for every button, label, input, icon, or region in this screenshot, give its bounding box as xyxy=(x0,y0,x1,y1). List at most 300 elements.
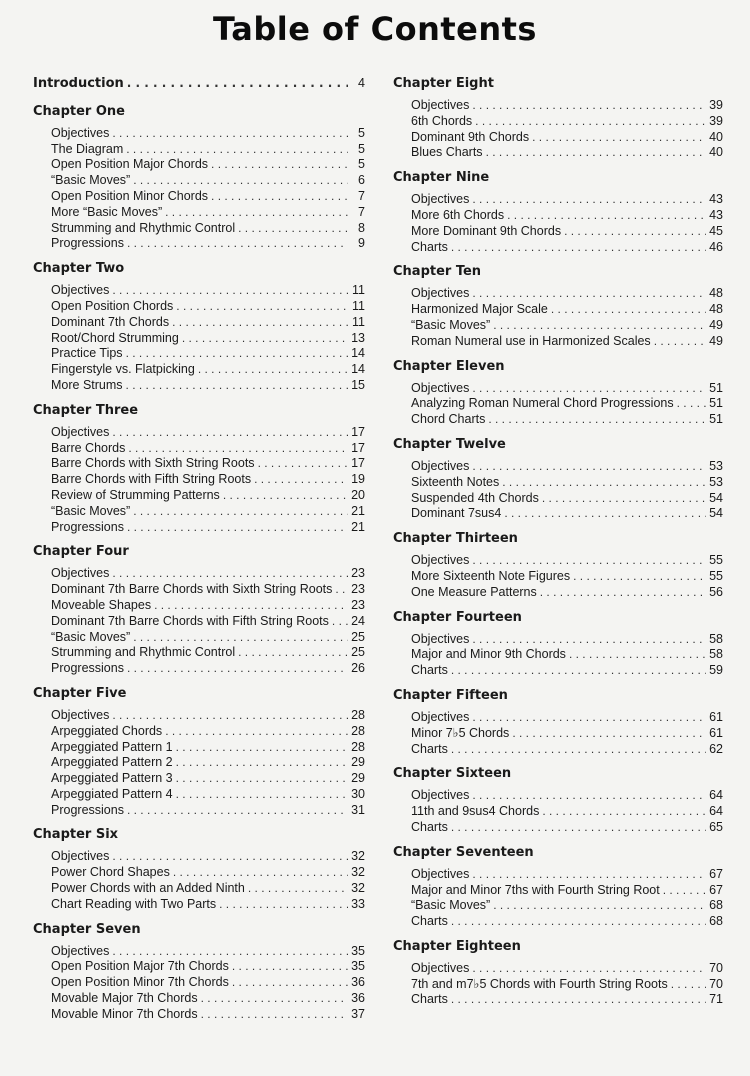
toc-entry[interactable] xyxy=(51,504,365,520)
entry-page: 4 xyxy=(358,76,365,90)
toc-entry[interactable] xyxy=(51,173,365,189)
entry-title: Arpeggiated Pattern 1 xyxy=(51,739,173,754)
dot-leader xyxy=(332,614,348,630)
toc-entry[interactable] xyxy=(411,820,723,836)
toc-entry[interactable] xyxy=(411,412,723,428)
toc-entry[interactable] xyxy=(411,867,723,883)
dot-leader xyxy=(335,582,348,598)
entry-page: 64 xyxy=(709,804,723,819)
toc-entry[interactable] xyxy=(411,898,723,914)
entry-title: Blues Charts xyxy=(411,145,483,160)
entry-page: 32 xyxy=(351,849,365,864)
dot-leader xyxy=(219,897,348,913)
entry-page: 68 xyxy=(709,914,723,929)
toc-column-right xyxy=(393,76,723,1008)
toc-entry[interactable] xyxy=(51,598,365,614)
dot-leader xyxy=(472,553,706,569)
dot-leader xyxy=(127,803,348,819)
dot-leader xyxy=(112,708,348,724)
entry-title: Barre Chords xyxy=(51,440,126,455)
entry-page: 7 xyxy=(358,188,365,203)
toc-entry[interactable] xyxy=(51,189,365,205)
toc-entry[interactable] xyxy=(411,632,723,648)
entry-page: 21 xyxy=(351,519,365,534)
chapter-heading[interactable]: Chapter Ten xyxy=(393,264,482,280)
dot-leader xyxy=(472,381,706,397)
toc-entry[interactable] xyxy=(411,742,723,758)
dot-leader xyxy=(126,378,348,394)
entry-page: 8 xyxy=(358,220,365,235)
toc-entry[interactable] xyxy=(411,459,723,475)
toc-entry[interactable] xyxy=(411,302,723,318)
entry-title: One Measure Patterns xyxy=(411,584,537,599)
dot-leader xyxy=(486,145,706,161)
toc-entry[interactable] xyxy=(51,755,365,771)
toc-entry[interactable] xyxy=(51,959,365,975)
dot-leader xyxy=(475,114,706,130)
dot-leader xyxy=(532,130,706,146)
toc-entry[interactable] xyxy=(411,240,723,256)
toc-entry[interactable] xyxy=(51,740,365,756)
chapter-section xyxy=(33,686,365,819)
chapter-section xyxy=(393,359,723,428)
toc-entry[interactable] xyxy=(411,286,723,302)
dot-leader xyxy=(493,318,706,334)
entry-title: More “Basic Moves” xyxy=(51,204,163,219)
entry-title: Dominant 7sus4 xyxy=(411,506,502,521)
toc-entry[interactable] xyxy=(51,944,365,960)
entry-page: 25 xyxy=(351,629,365,644)
toc-entry[interactable] xyxy=(411,553,723,569)
entry-page: 49 xyxy=(709,333,723,348)
toc-entry[interactable] xyxy=(51,126,365,142)
entry-title: More Strums xyxy=(51,377,123,392)
chapter-heading[interactable]: Chapter Twelve xyxy=(393,436,506,452)
toc-entry[interactable] xyxy=(51,472,365,488)
toc-entry[interactable] xyxy=(411,318,723,334)
dot-leader xyxy=(176,740,348,756)
entry-title: Analyzing Roman Numeral Chord Progressions xyxy=(411,396,674,411)
entry-page: 46 xyxy=(709,239,723,254)
toc-entry[interactable] xyxy=(411,977,723,993)
entry-page: 23 xyxy=(351,582,365,597)
entry-page: 14 xyxy=(351,362,365,377)
entry-title: Objectives xyxy=(411,631,470,646)
entry-title: Objectives xyxy=(51,849,110,864)
dot-leader xyxy=(472,192,706,208)
dot-leader xyxy=(472,286,706,302)
entry-title: Objectives xyxy=(411,98,470,112)
entry-title: Suspended 4th Chords xyxy=(411,490,539,505)
entry-page: 26 xyxy=(351,661,365,676)
chapter-heading[interactable]: Chapter Fifteen xyxy=(393,687,508,703)
entry-title: Dominant 7th Barre Chords with Fifth String Roots xyxy=(51,613,329,628)
entry-title: Arpeggiated Pattern 4 xyxy=(51,786,173,801)
toc-entry[interactable] xyxy=(411,961,723,977)
dot-leader xyxy=(488,412,706,428)
toc-entry[interactable] xyxy=(51,346,365,362)
entry-page: 35 xyxy=(351,959,365,974)
entry-page: 67 xyxy=(709,866,723,881)
dot-leader xyxy=(176,299,348,315)
chapter-heading[interactable]: Chapter Eighteen xyxy=(393,938,521,954)
entry-page: 28 xyxy=(351,707,365,722)
toc-entry[interactable] xyxy=(411,208,723,224)
entry-title: Arpeggiated Pattern 2 xyxy=(51,755,173,770)
chapter-heading[interactable]: Chapter Four xyxy=(33,544,129,560)
dot-leader xyxy=(451,914,706,930)
entry-title: More Sixteenth Note Figures xyxy=(411,568,571,583)
entry-title: Open Position Minor Chords xyxy=(51,188,209,203)
chapter-heading[interactable]: Chapter Seven xyxy=(33,921,141,937)
entry-title: “Basic Moves” xyxy=(411,317,491,332)
entry-title: Objectives xyxy=(411,286,470,301)
dot-leader xyxy=(154,598,348,614)
chapter-section xyxy=(393,610,723,679)
toc-entry[interactable] xyxy=(51,661,365,677)
entry-title: Power Chords with an Added Ninth xyxy=(51,881,245,896)
dot-leader xyxy=(254,472,348,488)
entry-title: Open Position Minor 7th Chords xyxy=(51,975,229,990)
entry-page: 11 xyxy=(352,314,365,329)
toc-entry[interactable] xyxy=(51,881,365,897)
chapter-heading[interactable]: Chapter Sixteen xyxy=(393,766,512,782)
chapter-section xyxy=(393,939,723,1008)
toc-entry[interactable] xyxy=(51,787,365,803)
chapter-heading[interactable]: Chapter One xyxy=(33,103,125,119)
entry-title: More Dominant 9th Chords xyxy=(411,223,562,238)
chapter-section xyxy=(393,437,723,522)
toc-entry[interactable] xyxy=(51,630,365,646)
entry-title: Charts xyxy=(411,914,448,929)
toc-entry[interactable] xyxy=(51,205,365,221)
entry-title: The Diagram xyxy=(51,141,124,156)
entry-title: Dominant 7th Chords xyxy=(51,314,170,329)
chapter-heading[interactable]: Chapter Nine xyxy=(393,170,490,186)
entry-title: Open Position Major 7th Chords xyxy=(51,959,229,974)
toc-entry[interactable] xyxy=(51,991,365,1007)
entry-title: Introduction xyxy=(33,76,124,91)
entry-page: 6 xyxy=(358,173,365,188)
dot-leader xyxy=(551,302,706,318)
toc-entry-introduction[interactable] xyxy=(33,76,365,92)
entry-page: 24 xyxy=(351,613,365,628)
chapter-section xyxy=(393,264,723,349)
toc-entry[interactable] xyxy=(411,647,723,663)
dot-leader xyxy=(176,755,348,771)
entry-title: Objectives xyxy=(51,125,110,140)
dot-leader xyxy=(573,569,706,585)
dot-leader xyxy=(502,475,706,491)
entry-title: Objectives xyxy=(411,553,470,568)
entry-title: Minor 7♭5 Chords xyxy=(411,725,510,740)
toc-entry[interactable] xyxy=(411,585,723,601)
chapter-section xyxy=(33,827,365,912)
toc-entry[interactable] xyxy=(51,283,365,299)
toc-entry[interactable] xyxy=(51,724,365,740)
dot-leader xyxy=(133,630,348,646)
dot-leader xyxy=(232,959,348,975)
dot-leader xyxy=(182,331,348,347)
chapter-heading[interactable]: Chapter Two xyxy=(33,261,125,277)
chapter-heading[interactable]: Chapter Fourteen xyxy=(393,609,522,625)
entry-page: 32 xyxy=(351,865,365,880)
toc-entry[interactable] xyxy=(51,315,365,331)
entry-title: Progressions xyxy=(51,661,124,676)
entry-page: 51 xyxy=(709,396,723,411)
dot-leader xyxy=(126,142,348,158)
toc-entry[interactable] xyxy=(51,566,365,582)
dot-leader xyxy=(127,520,348,536)
entry-title: Objectives xyxy=(51,424,110,439)
entry-title: Charts xyxy=(411,741,448,756)
entry-page: 58 xyxy=(709,631,723,646)
chapter-section xyxy=(393,531,723,600)
toc-entry[interactable] xyxy=(51,520,365,536)
entry-title: Objectives xyxy=(51,943,110,958)
chapter-section xyxy=(33,544,365,677)
entry-title: Sixteenth Notes xyxy=(411,474,500,489)
entry-page: 5 xyxy=(358,157,365,172)
toc-entry[interactable] xyxy=(411,114,723,130)
chapter-section xyxy=(393,688,723,757)
entry-page: 54 xyxy=(709,506,723,521)
toc-entry[interactable] xyxy=(51,897,365,913)
toc-entry[interactable] xyxy=(51,221,365,237)
toc-entry[interactable] xyxy=(51,425,365,441)
entry-page: 40 xyxy=(709,129,723,144)
dot-leader xyxy=(472,961,706,977)
toc-intro-section xyxy=(33,76,365,92)
dot-leader xyxy=(507,208,706,224)
toc-entry[interactable] xyxy=(51,975,365,991)
toc-entry[interactable] xyxy=(411,710,723,726)
entry-page: 23 xyxy=(351,597,365,612)
toc-entry[interactable] xyxy=(411,992,723,1008)
dot-leader xyxy=(451,742,706,758)
toc-entry[interactable] xyxy=(51,1007,365,1023)
entry-title: Chart Reading with Two Parts xyxy=(51,896,217,911)
toc-entry[interactable] xyxy=(411,224,723,240)
entry-title: Barre Chords with Sixth String Roots xyxy=(51,456,255,471)
dot-leader xyxy=(472,867,706,883)
chapter-heading[interactable]: Chapter Thirteen xyxy=(393,531,518,547)
chapter-section xyxy=(33,922,365,1023)
toc-entry[interactable] xyxy=(51,299,365,315)
toc-entry[interactable] xyxy=(51,865,365,881)
entry-title: 11th and 9sus4 Chords xyxy=(411,804,540,819)
entry-page: 9 xyxy=(358,236,365,251)
dot-leader xyxy=(451,240,706,256)
toc-entry[interactable] xyxy=(411,506,723,522)
dot-leader xyxy=(472,788,706,804)
chapter-heading[interactable]: Chapter Three xyxy=(33,402,139,418)
entry-title: Charts xyxy=(411,239,448,254)
toc-entry[interactable] xyxy=(51,708,365,724)
toc-entry[interactable] xyxy=(51,236,365,252)
toc-entry[interactable] xyxy=(51,645,365,661)
dot-leader xyxy=(127,76,348,92)
toc-entry[interactable] xyxy=(51,331,365,347)
entry-page: 37 xyxy=(351,1006,365,1021)
entry-page: 51 xyxy=(709,380,723,395)
dot-leader xyxy=(564,224,706,240)
entry-page: 29 xyxy=(351,755,365,770)
entry-page: 62 xyxy=(709,741,723,756)
entry-page: 43 xyxy=(709,207,723,222)
entry-title: Progressions xyxy=(51,236,124,251)
dot-leader xyxy=(223,488,348,504)
entry-title: Arpeggiated Pattern 3 xyxy=(51,771,173,786)
dot-leader xyxy=(493,898,706,914)
toc-entry[interactable] xyxy=(411,491,723,507)
toc-entry[interactable] xyxy=(51,582,365,598)
entry-page: 32 xyxy=(351,881,365,896)
dot-leader xyxy=(126,346,348,362)
toc-entry[interactable] xyxy=(51,849,365,865)
entry-page: 33 xyxy=(351,896,365,911)
dot-leader xyxy=(173,865,348,881)
dot-leader xyxy=(165,724,348,740)
toc-entry[interactable] xyxy=(51,614,365,630)
entry-page: 39 xyxy=(709,98,723,112)
toc-entry[interactable] xyxy=(411,804,723,820)
dot-leader xyxy=(663,883,706,899)
entry-page: 25 xyxy=(351,645,365,660)
entry-title: Objectives xyxy=(411,960,470,975)
dot-leader xyxy=(128,441,348,457)
entry-page: 11 xyxy=(352,283,365,298)
entry-title: Movable Major 7th Chords xyxy=(51,991,198,1006)
dot-leader xyxy=(512,726,706,742)
toc-entry[interactable] xyxy=(51,771,365,787)
dot-leader xyxy=(176,771,348,787)
entry-title: Fingerstyle vs. Flatpicking xyxy=(51,362,195,377)
entry-title: Chord Charts xyxy=(411,412,486,427)
toc-entry[interactable] xyxy=(411,334,723,350)
entry-page: 29 xyxy=(351,771,365,786)
entry-page: 28 xyxy=(351,723,365,738)
entry-page: 20 xyxy=(351,487,365,502)
toc-entry[interactable] xyxy=(51,362,365,378)
chapter-section xyxy=(393,76,723,161)
entry-page: 56 xyxy=(709,584,723,599)
chapter-heading[interactable]: Chapter Five xyxy=(33,685,127,701)
entry-page: 31 xyxy=(351,802,365,817)
toc-column-left xyxy=(33,76,365,1023)
entry-page: 55 xyxy=(709,568,723,583)
entry-title: Power Chord Shapes xyxy=(51,865,170,880)
toc-entry[interactable] xyxy=(411,145,723,161)
entry-title: Progressions xyxy=(51,519,124,534)
entry-title: Objectives xyxy=(51,566,110,581)
chapter-heading[interactable]: Chapter Six xyxy=(33,827,119,843)
entry-title: Open Position Chords xyxy=(51,298,174,313)
entry-page: 59 xyxy=(709,663,723,678)
toc-entry[interactable] xyxy=(411,914,723,930)
dot-leader xyxy=(654,334,706,350)
entry-page: 17 xyxy=(351,440,365,455)
dot-leader xyxy=(133,504,348,520)
toc-entry[interactable] xyxy=(51,441,365,457)
entry-page: 28 xyxy=(351,739,365,754)
entry-page: 64 xyxy=(709,788,723,803)
toc-entry[interactable] xyxy=(411,569,723,585)
toc-entry[interactable] xyxy=(51,456,365,472)
dot-leader xyxy=(569,647,706,663)
entry-page: 49 xyxy=(709,317,723,332)
toc-entry[interactable] xyxy=(51,157,365,173)
entry-page: 45 xyxy=(709,223,723,238)
entry-page: 71 xyxy=(709,992,723,1007)
entry-page: 13 xyxy=(351,330,365,345)
toc-entry[interactable] xyxy=(411,663,723,679)
entry-title: Charts xyxy=(411,663,448,678)
entry-page: 11 xyxy=(352,298,365,313)
dot-leader xyxy=(112,944,348,960)
page-title: Table of Contents xyxy=(213,10,537,48)
toc-entry[interactable] xyxy=(411,475,723,491)
dot-leader xyxy=(258,456,348,472)
toc-entry[interactable] xyxy=(411,396,723,412)
dot-leader xyxy=(504,506,706,522)
entry-title: Dominant 7th Barre Chords with Sixth String Roots xyxy=(51,582,333,597)
toc-entry[interactable] xyxy=(411,883,723,899)
entry-page: 7 xyxy=(358,204,365,219)
entry-title: Barre Chords with Fifth String Roots xyxy=(51,472,252,487)
entry-page: 48 xyxy=(709,302,723,317)
dot-leader xyxy=(451,992,706,1008)
entry-page: 36 xyxy=(351,975,365,990)
entry-title: Objectives xyxy=(51,283,110,298)
entry-page: 39 xyxy=(709,113,723,128)
chapter-heading[interactable]: Chapter Eight xyxy=(393,76,494,91)
entry-title: Dominant 9th Chords xyxy=(411,129,530,144)
toc-entry[interactable] xyxy=(411,726,723,742)
chapter-section xyxy=(393,766,723,835)
entry-page: 61 xyxy=(709,709,723,724)
entry-page: 23 xyxy=(351,566,365,581)
toc-entry[interactable] xyxy=(411,98,723,114)
toc-entry[interactable] xyxy=(51,488,365,504)
dot-leader xyxy=(238,645,348,661)
dot-leader xyxy=(133,173,348,189)
entry-page: 17 xyxy=(351,424,365,439)
chapter-heading[interactable]: Chapter Eleven xyxy=(393,358,505,374)
entry-page: 67 xyxy=(709,882,723,897)
entry-title: Open Position Major Chords xyxy=(51,157,209,172)
entry-page: 61 xyxy=(709,725,723,740)
toc-entry[interactable] xyxy=(51,803,365,819)
dot-leader xyxy=(112,425,348,441)
toc-entry[interactable] xyxy=(411,788,723,804)
chapter-section xyxy=(393,845,723,930)
chapter-section xyxy=(33,261,365,394)
entry-title: Review of Strumming Patterns xyxy=(51,487,220,502)
toc-entry[interactable] xyxy=(411,130,723,146)
dot-leader xyxy=(127,661,348,677)
entry-title: More 6th Chords xyxy=(411,207,505,222)
entry-page: 30 xyxy=(351,786,365,801)
toc-entry[interactable] xyxy=(411,381,723,397)
chapter-heading[interactable]: Chapter Seventeen xyxy=(393,844,534,860)
chapter-section xyxy=(33,403,365,536)
dot-leader xyxy=(542,491,706,507)
toc-entry[interactable] xyxy=(411,192,723,208)
toc-entry[interactable] xyxy=(51,378,365,394)
entry-title: Strumming and Rhythmic Control xyxy=(51,220,236,235)
toc-entry[interactable] xyxy=(51,142,365,158)
